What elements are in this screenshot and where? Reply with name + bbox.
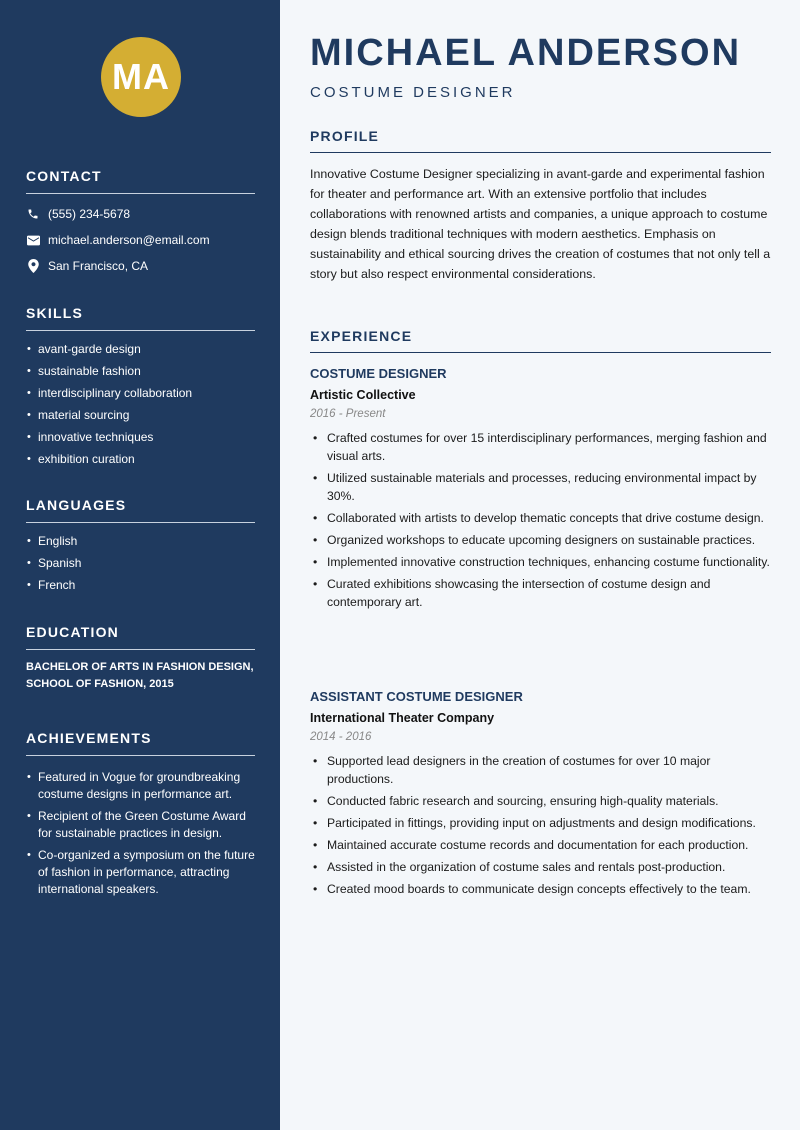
- skills-section: [26, 305, 255, 473]
- contact-heading: CONTACT: [26, 168, 255, 194]
- job-company: Artistic Collective: [310, 388, 416, 402]
- languages-heading: LANGUAGES: [26, 497, 255, 523]
- job-entry: [310, 689, 771, 902]
- job-bullet: • Created mood boards to communicate design concepts effectively to the team.: [310, 880, 771, 898]
- language-item: • Spanish: [26, 555, 255, 571]
- email-text[interactable]: michael.anderson@email.com: [48, 233, 210, 247]
- languages-section: [26, 497, 255, 599]
- skill-item: • material sourcing: [26, 407, 255, 423]
- job-title: ASSISTANT COSTUME DESIGNER: [310, 689, 523, 704]
- skill-item: • innovative techniques: [26, 429, 255, 445]
- education-heading: EDUCATION: [26, 624, 255, 650]
- contact-location: [26, 259, 255, 273]
- phone-icon: [26, 207, 40, 221]
- job-bullet: • Conducted fabric research and sourcing, ensuring high-quality materials.: [310, 792, 771, 810]
- skills-list: [26, 341, 255, 467]
- location-pin-icon: [26, 259, 40, 273]
- job-bullet: • Organized workshops to educate upcoming designers on sustainable practices.: [310, 531, 771, 549]
- candidate-role: COSTUME DESIGNER: [310, 84, 516, 101]
- experience-heading: EXPERIENCE: [310, 328, 771, 353]
- language-item: • French: [26, 577, 255, 593]
- candidate-name: MICHAEL ANDERSON: [310, 32, 742, 74]
- mail-icon: [26, 233, 40, 247]
- education-text: BACHELOR OF ARTS IN FASHION DESIGN, SCHOOL OF FASHION, 2015: [26, 661, 254, 690]
- languages-list: [26, 533, 255, 593]
- profile-text: Innovative Costume Designer specializing in avant-garde and experimental fashion for theater and performance art. With an extensive portfolio that includes collaborations with renowned artists and companies, a unique approach to costume design blends traditional techniques with modern aesthetics. Emphasis on sustainability and ethical sourcing drives the creation of costumes that not only tell a story but also respect environmental considerations.: [310, 167, 771, 281]
- phone-text[interactable]: (555) 234-5678: [48, 207, 131, 221]
- skills-heading: SKILLS: [26, 305, 255, 331]
- job-bullets: [310, 429, 771, 611]
- job-bullet: • Collaborated with artists to develop thematic concepts that drive costume design.: [310, 509, 771, 527]
- achievement-item: • Featured in Vogue for groundbreaking costume designs in performance art.: [26, 769, 255, 803]
- sidebar: [0, 0, 280, 1130]
- skill-item: • sustainable fashion: [26, 363, 255, 379]
- job-bullet: • Supported lead designers in the creation of costumes for over 10 major productions.: [310, 752, 771, 788]
- achievement-item: • Co-organized a symposium on the future of fashion in performance, attracting international speakers.: [26, 847, 255, 898]
- contact-phone: [26, 207, 255, 221]
- job-dates: 2014 - 2016: [310, 731, 372, 743]
- job-bullets: [310, 752, 771, 898]
- skill-item: • avant-garde design: [26, 341, 255, 357]
- education-section: [26, 624, 255, 693]
- avatar: [101, 37, 181, 117]
- job-bullet: • Curated exhibitions showcasing the intersection of costume design and contemporary art.: [310, 575, 771, 611]
- job-bullet: • Assisted in the organization of costume sales and rentals post-production.: [310, 858, 771, 876]
- achievement-item: • Recipient of the Green Costume Award for sustainable practices in design.: [26, 808, 255, 842]
- contact-email: [26, 233, 255, 247]
- achievements-list: [26, 769, 255, 898]
- contact-section: [26, 168, 255, 273]
- achievements-heading: ACHIEVEMENTS: [26, 730, 255, 756]
- job-bullet: • Crafted costumes for over 15 interdisciplinary performances, merging fashion and visual arts.: [310, 429, 771, 465]
- job-bullet: • Utilized sustainable materials and processes, reducing environmental impact by 30%.: [310, 469, 771, 505]
- job-dates: 2016 - Present: [310, 408, 386, 420]
- avatar-initials: MA: [112, 56, 170, 97]
- location-text: San Francisco, CA: [48, 259, 149, 273]
- language-item: • English: [26, 533, 255, 549]
- job-company: International Theater Company: [310, 711, 495, 725]
- skill-item: • interdisciplinary collaboration: [26, 385, 255, 401]
- job-bullet: • Maintained accurate costume records and documentation for each production.: [310, 836, 771, 854]
- job-bullet: • Participated in fittings, providing input on adjustments and design modifications.: [310, 814, 771, 832]
- achievements-section: [26, 730, 255, 903]
- profile-heading: PROFILE: [310, 128, 771, 153]
- job-title: COSTUME DESIGNER: [310, 366, 447, 381]
- job-bullet: • Implemented innovative construction techniques, enhancing costume functionality.: [310, 553, 771, 571]
- job-entry: [310, 366, 771, 615]
- skill-item: • exhibition curation: [26, 451, 255, 467]
